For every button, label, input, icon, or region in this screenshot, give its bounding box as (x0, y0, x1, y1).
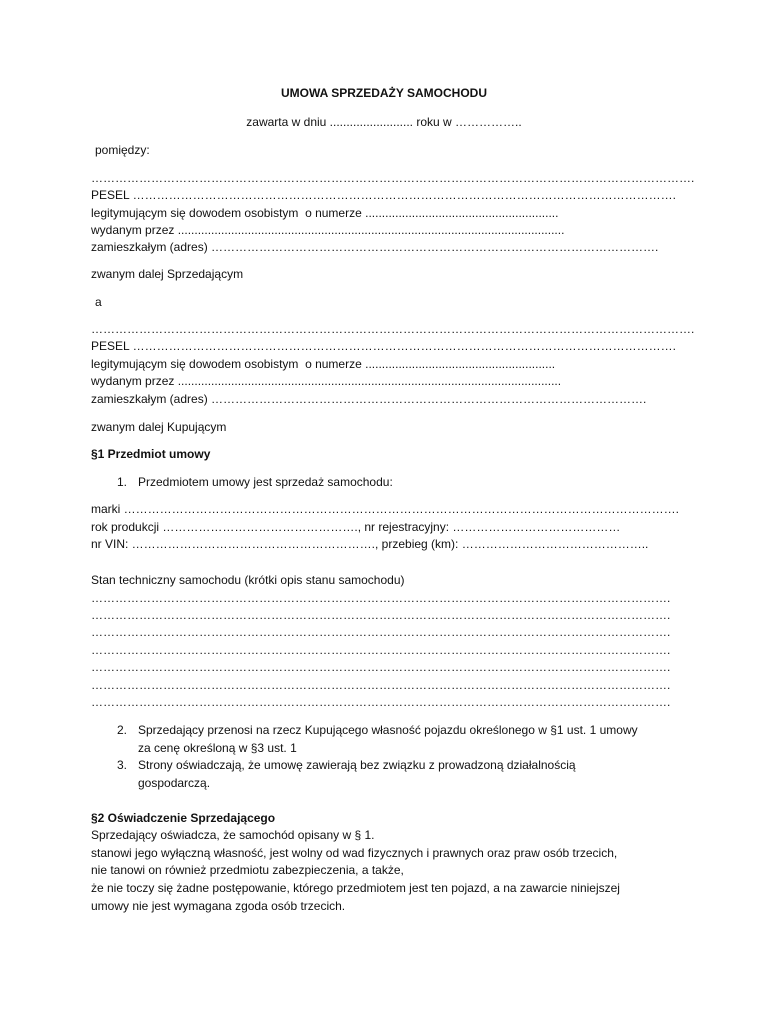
buyer-address-line: zamieszkałym (adres) ………………………………………………………………………………………………. (91, 392, 647, 406)
buyer-pesel-line: PESEL ………………………………………………………………………………………………………………………. (91, 339, 676, 353)
buyer-issued-line: wydanym przez ................................................................................................................... (91, 374, 562, 388)
section2-heading: §2 Oświadczenie Sprzedającego (91, 811, 276, 825)
section2-line: umowy nie jest wymagana zgoda osób trzecich. (91, 899, 346, 913)
condition-line: ………………………………………………………………………………………………………………………………. (91, 591, 671, 605)
year-registration-line: rok produkcji …………………………………………., nr rejestracyjny: …………………………………… (91, 520, 621, 534)
seller-address-line: zamieszkałym (adres) …………………………………………………………………………………………………. (91, 240, 659, 254)
seller-issued-line: wydanym przez .................................................................................................................... (91, 223, 565, 237)
seller-name-line: ……………………………………………………………………………………………………………………………………. (91, 171, 695, 185)
item2-number: 2. (116, 723, 127, 737)
buyer-id-line: legitymującym się dowodem osobistym o numerze ......................................................... (91, 357, 556, 371)
section2-line: stanowi jego wyłączną własność, jest wolny od wad fizycznych i prawnych oraz praw osób trzecich, (91, 846, 618, 860)
between-label: pomiędzy: (95, 143, 150, 157)
section1-heading: §1 Przedmiot umowy (91, 447, 211, 461)
document-title: UMOWA SPRZEDAŻY SAMOCHODU (280, 86, 487, 100)
condition-line: ………………………………………………………………………………………………………………………………. (91, 643, 671, 657)
seller-id-line: legitymującym się dowodem osobistym o numerze .......................................................... (91, 206, 559, 220)
item3-text-line2: gospodarczą. (138, 776, 211, 790)
condition-line: ………………………………………………………………………………………………………………………………. (91, 625, 671, 639)
buyer-name-line: ……………………………………………………………………………………………………………………………………. (91, 322, 695, 336)
item3-number: 3. (116, 758, 127, 772)
item2-text-line2: za cenę określoną w §3 ust. 1 (138, 741, 297, 755)
item1-text: Przedmiotem umowy jest sprzedaż samochodu: (138, 475, 393, 489)
condition-line: ………………………………………………………………………………………………………………………………. (91, 678, 671, 692)
condition-label: Stan techniczny samochodu (krótki opis stanu samochodu) (91, 573, 405, 587)
section2-line: nie tanowi on również przedmiotu zabezpieczenia, a także, (91, 863, 404, 877)
seller-called-line: zwanym dalej Sprzedającym (91, 267, 244, 281)
conclusion-line: zawarta w dniu ......................... roku w …………….. (246, 115, 522, 129)
seller-pesel-line: PESEL ………………………………………………………………………………………………………………………. (91, 188, 676, 202)
condition-line: ………………………………………………………………………………………………………………………………. (91, 660, 671, 674)
item1-number: 1. (116, 475, 127, 489)
buyer-called-line: zwanym dalej Kupującym (91, 420, 227, 434)
vin-mileage-line: nr VIN: ……………………………………………………., przebieg (km): ……………………………………….. (91, 537, 649, 551)
condition-line: ………………………………………………………………………………………………………………………………. (91, 695, 671, 709)
item3-text-line1: Strony oświadczają, że umowę zawierają bez związku z prowadzoną działalnością (138, 758, 576, 772)
condition-line: ………………………………………………………………………………………………………………………………. (91, 608, 671, 622)
section2-line: Sprzedający oświadcza, że samochód opisany w § 1. (91, 828, 375, 842)
item2-text-line1: Sprzedający przenosi na rzecz Kupującego własność pojazdu określonego w §1 ust. 1 umowy (138, 723, 638, 737)
brand-line: marki …………………………………………………………………………………………………………………………. (91, 502, 679, 516)
section2-line: że nie toczy się żadne postępowanie, którego przedmiotem jest ten pojazd, a na zawarcie niniejszej (91, 881, 620, 895)
and-label: a (95, 295, 102, 309)
